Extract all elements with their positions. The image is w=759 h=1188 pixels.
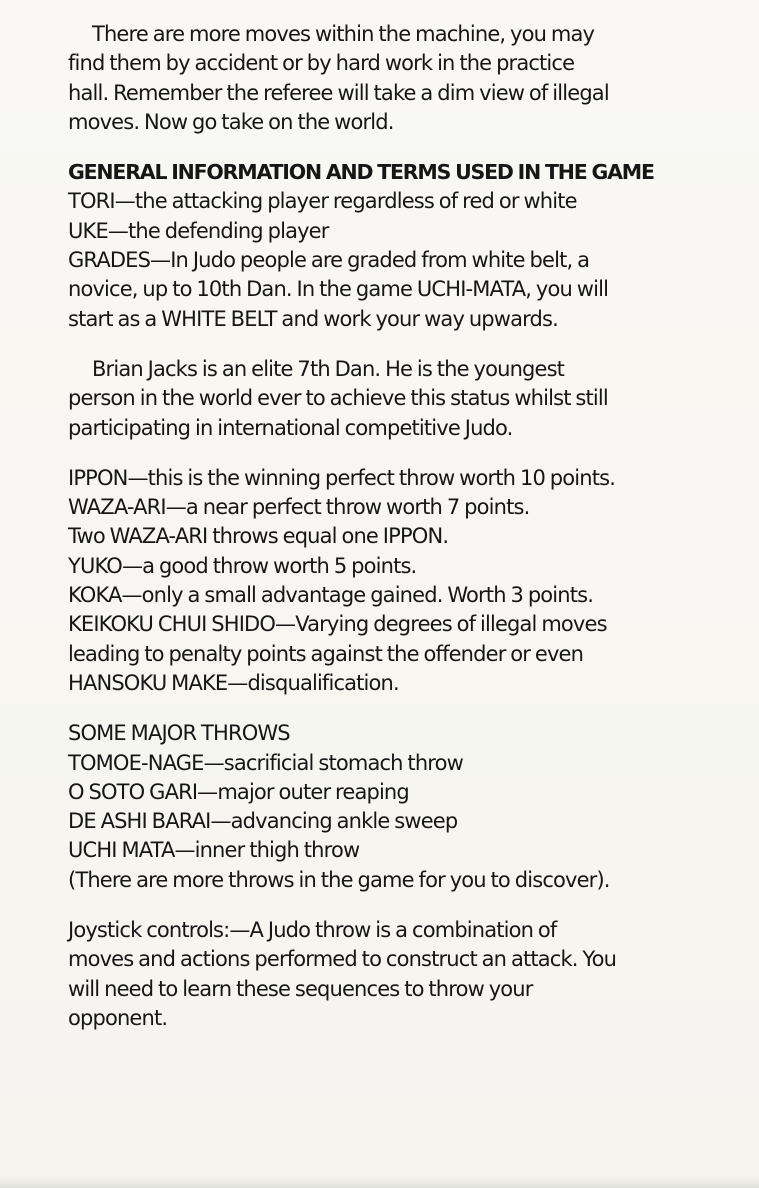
general-information-section	[68, 158, 719, 334]
scoring-line: WAZA-ARI—a near perfect throw worth 7 points.	[68, 495, 530, 520]
scoring-line: HANSOKU MAKE—disqualification.	[68, 670, 399, 695]
section-heading: GENERAL INFORMATION AND TERMS USED IN THE GAME	[68, 160, 654, 185]
throw-line: UCHI MATA—inner thigh throw	[68, 838, 360, 863]
term-line: start as a WHITE BELT and work your way upwards.	[68, 306, 558, 331]
scoring-line: KEIKOKU CHUI SHIDO—Varying degrees of illegal moves	[68, 612, 607, 637]
major-throws-section	[68, 719, 719, 895]
text-line: will need to learn these sequences to throw your	[68, 976, 533, 1001]
section-heading: SOME MAJOR THROWS	[68, 721, 290, 746]
page-bottom-edge	[0, 1176, 759, 1188]
text-line: Brian Jacks is an elite 7th Dan. He is the youngest	[92, 356, 565, 381]
throw-line: TOMOE-NAGE—sacrificial stomach throw	[68, 750, 463, 775]
term-line: TORI—the attacking player regardless of red or white	[68, 189, 577, 214]
scoring-section	[68, 464, 719, 698]
intro-paragraph	[68, 20, 719, 137]
text-line: Joystick controls:—A Judo throw is a combination of	[68, 918, 557, 943]
throw-line: (There are more throws in the game for you to discover).	[68, 867, 610, 892]
throw-line: DE ASHI BARAI—advancing ankle sweep	[68, 809, 458, 834]
scoring-line: KOKA—only a small advantage gained. Worth 3 points.	[68, 583, 594, 608]
term-line: GRADES—In Judo people are graded from white belt, a	[68, 248, 590, 273]
scoring-line: Two WAZA-ARI throws equal one IPPON.	[68, 524, 449, 549]
term-line: UKE—the defending player	[68, 218, 329, 243]
joystick-controls-paragraph	[68, 916, 719, 1033]
text-line: moves. Now go take on the world.	[68, 109, 394, 134]
text-line: hall. Remember the referee will take a dim view of illegal	[68, 80, 609, 105]
text-line: person in the world ever to achieve this status whilst still	[68, 386, 608, 411]
scoring-line: IPPON—this is the winning perfect throw worth 10 points.	[68, 465, 616, 490]
scoring-line: YUKO—a good throw worth 5 points.	[68, 553, 417, 578]
text-line: opponent.	[68, 1005, 168, 1030]
text-line: find them by accident or by hard work in the practice	[68, 51, 575, 76]
text-line: participating in international competitive Judo.	[68, 415, 513, 440]
text-line: moves and actions performed to construct an attack. You	[68, 947, 617, 972]
throw-line: O SOTO GARI—major outer reaping	[68, 779, 409, 804]
scoring-line: leading to penalty points against the offender or even	[68, 641, 584, 666]
brian-jacks-paragraph	[68, 355, 719, 443]
text-line: There are more moves within the machine, you may	[92, 22, 595, 46]
term-line: novice, up to 10th Dan. In the game UCHI-MATA, you will	[68, 277, 609, 302]
